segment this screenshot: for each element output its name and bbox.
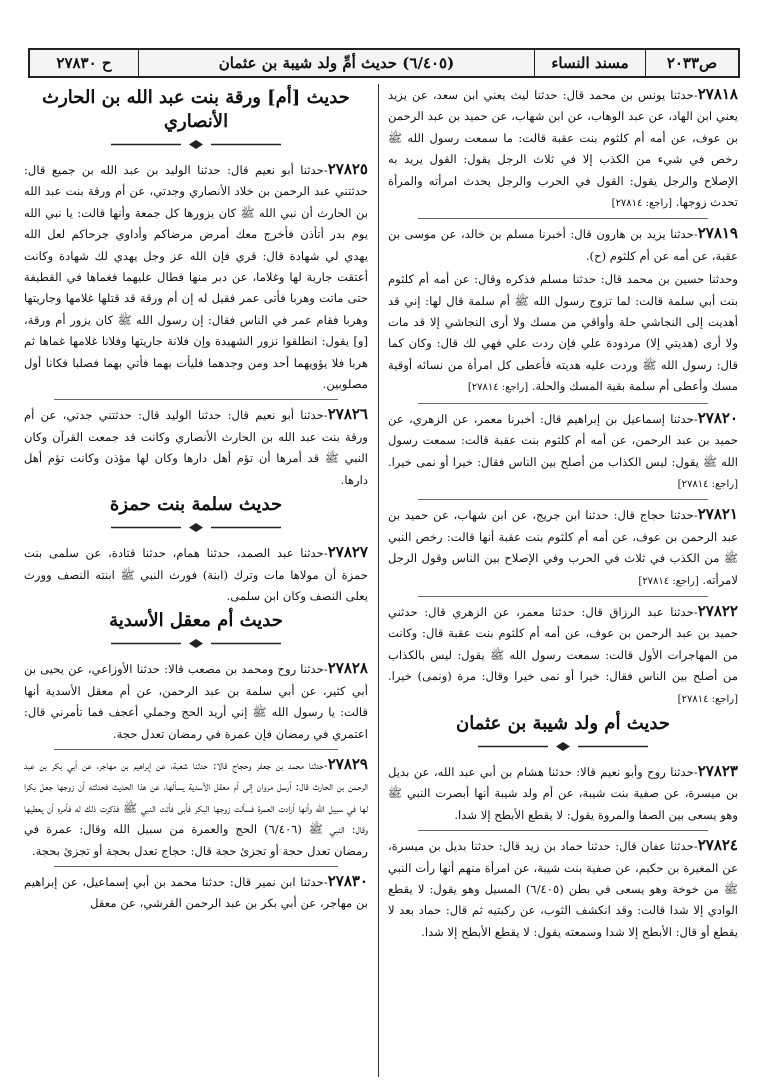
hadith-entry: ٢٧٨٢٧-حدثنا عبد الصمد، حدثنا همام، حدثنا قتادة، عن سلمى بنت حمزة أن مولاها مات وترك (ابنة) فورث النبي ﷺ ابنته النصف وورث يعلى النصف وكان ابن سلمى.	[24, 543, 368, 603]
divider	[54, 866, 338, 867]
hadith-entry: وحدثنا حسين بن محمد قال: حدثنا مسلم فذكره وقال: عن أمه أم كلثوم بنت أبي سلمة قالت: لما تزوج رسول الله ﷺ أم سلمة قال لها: إني قد أهديت إلى النجاشي حلة وأواقي من مسك ولا أرى النجاشي إلا قد مات ولا أرى (هديتي إلا) مردودة علي فإن ردت علي فهي لك قال: وكان كما قال: رسول الله ﷺ وردت عليه هديته فأعطى كل امرأة من نسائه أوقية مسك وأعطى أم سلمة بقية المسك والحلة. [راجع: ٢٧٨١٤]	[388, 272, 738, 394]
divider	[54, 749, 338, 750]
section-title: حديث [أم] ورقة بنت عبد الله بن الحارث الأنصاري	[42, 87, 350, 132]
hadith-entry: ٢٧٨٢٨-حدثنا روح ومحمد بن مصعب قالا: حدثنا الأوزاعي، عن يحيى بن أبي كثير، عن أبي سلمة بن عبد الرحمن، عن أم معقل الأسدية أنها قالت: يا رسول الله ﷺ إني أريد الحج وجملي أعجف فما تأمرني قال: اعتمري في رمضان فإن عمرة في رمضان تعدل حجة.	[24, 659, 368, 741]
volume-page-ref: (٦/٤٠٥)	[402, 54, 455, 72]
column-divider	[378, 84, 379, 1077]
section-title: حديث أم ولد شيبة بن عثمان	[456, 712, 670, 734]
hadith-entry: ٢٧٨١٩-حدثنا يزيد بن هارون قال: أخبرنا مسلم بن خالد، عن موسى بن عقبة، عن أمه عن أم كلثوم (ح).	[388, 224, 738, 263]
hadith-entry: ٢٧٨٢٢-حدثنا عبد الرزاق قال: حدثنا معمر، عن الزهري قال: حدثني حميد بن عبد الرحمن بن عوف، عن أمه أم كلثوم بنت عقبة قال: وكانت من المهاجرات الأول قالت: سمعت رسول الله ﷺ يقول: ليس بالكذاب من أصلح بين الناس فقال: خيرا أو نمى خيرا وقال: مرة (ونمى) خيرا. [راجع: ٢٧٨١٤]	[388, 601, 738, 705]
section-title: حديث سلمة بنت حمزة	[109, 494, 283, 516]
book-name: مسند النساء	[534, 50, 645, 76]
hadith-range: ح ٢٧٨٣٠	[56, 54, 112, 72]
divider	[418, 218, 708, 219]
ornament-icon	[24, 517, 368, 536]
hadith-entry: ٢٧٨٢٠-حدثنا إسماعيل بن إبراهيم قال: أخبرنا معمر، عن الزهري، عن حميد بن عبد الرحمن، عن أمه أم كلثوم بنت عقبة قالت: سمعت رسول الله ﷺ يقول: ليس الكذاب من أصلح بين الناس فقال: خيرا أو نمى خيرا. [راجع: ٢٧٨١٤]	[388, 408, 738, 490]
section-title: حديث أم معقل الأسدية	[109, 610, 283, 632]
hadith-entry: ٢٧٨١٨-حدثنا يونس بن محمد قال: حدثنا ليث يعني ابن سعد، عن يزيد يعني ابن الهاد، عن عبد الوهاب، عن ابن شهاب، عن حميد بن عبد الرحمن بن عوف، عن أمه أم كلثوم بنت عقبة قالت: ما سمعت رسول الله ﷺ رخص في شيء من الكذب إلا في ثلاث الرجل يقول: القول يريد به الإصلاح والرجل يقول: القول في الحرب والرجل يحدث امرأته والمرأة تحدث زوجها. [راجع: ٢٧٨١٤]	[388, 85, 738, 210]
hadith-entry: ٢٧٨٢٤-حدثنا عفان قال: حدثنا حماد بن زيد قال: حدثنا بديل بن ميسرة، عن المغيرة بن حكيم، عن صفية بنت شيبة، عن امرأة منهم أنها رأت النبي ﷺ من خوخة وهو يسعى في بطن (٦/٤٠٥) المسيل وهو يقول: لا يقطع الوادي إلا شدا قالت: وقد انكشف الثوب، عن ركبتيه ثم قال: حماد بعد لا يقطع أو قال: الأبطح إلا شدا وسمعته يقول: لا يقطع الأبطح إلا شدا.	[388, 836, 738, 939]
ornament-icon	[388, 736, 738, 755]
hadith-entry: ٢٧٨٢٣-حدثنا روح وأبو نعيم قالا: حدثنا هشام بن أبي عبد الله، عن بديل بن ميسرة، عن صفية بنت شيبة، عن أم ولد شيبة أنها أبصرت النبي ﷺ وهو يسعى بين الصفا والمروة يقول: لا يقطع الأبطح إلا شدا.	[388, 761, 738, 822]
ornament-icon	[24, 134, 368, 153]
page-number: ص٢٠٣٣	[645, 50, 738, 76]
hadith-entry: ٢٧٨٢٩-حدثنا محمد بن جعفر وحجاج قالا: حدثنا شعبة، عن إبراهيم بن مهاجر، عن أبي بكر بن عبد الرحمن بن الحارث قال: أرسل مروان إلى أم معقل الأسدية يسألها، عن هذا الحديث فحدثته أن زوجها جعل بكرا لها في سبيل الله وأنها أرادت العمرة فسألت زوجها البكر فأبى فأتت النبي ﷺ فذكرت ذلك له فأمره أن يعطيها وقال: النبي ﷺ (٦/٤٠٦) الحج والعمرة من سبيل الله وقال: عمرة في رمضان تعدل حجة أو تجزئ حجة قال: حجاج تعدل بحجة أو تجزئ بحجة.	[24, 754, 369, 858]
left-column	[24, 84, 368, 1079]
divider	[418, 403, 708, 404]
ornament-icon	[24, 633, 368, 652]
hadith-entry: ٢٧٨٢٦-حدثنا أبو نعيم قال: حدثنا الوليد قال: حدثتني جدتي، عن أم ورقة بنت عبد الله بن الحارث الأنصاري وكانت قد جمعت القرآن وكان النبي ﷺ قد أمرها أن تؤم أهل دارها وكان لها مؤذن وكانت تؤم أهل دارها.	[24, 405, 368, 487]
divider	[54, 399, 338, 400]
hadith-entry: ٢٧٨٣٠-حدثنا ابن نمير قال: حدثنا محمد بن أبي إسماعيل، عن إبراهيم بن مهاجر، عن أبي بكر بن عبد الرحمن القرشي، عن معقل	[24, 871, 368, 911]
hadith-entry: ٢٧٨٢١-حدثنا حجاج قال: حدثنا ابن جريج، عن ابن شهاب، عن حميد بن عبد الرحمن بن عوف، عن أمه أم كلثوم بنت عقبة أنها قالت: رخص النبي ﷺ من الكذب في ثلاث في الحرب وفي الإصلاح بين الناس وقول الرجل لامرأته. [راجع: ٢٧٨١٤]	[388, 505, 738, 587]
divider	[418, 596, 708, 597]
running-title: حديث أمِّ ولد شيبة بن عثمان (٦/٤٠٥)	[138, 50, 534, 76]
divider	[418, 499, 708, 500]
divider	[418, 830, 708, 831]
right-column	[388, 84, 738, 1079]
hadith-entry: ٢٧٨٢٥-حدثنا أبو نعيم قال: حدثنا الوليد بن عبد الله بن جميع قال: حدثتني عبد الرحمن بن خلاد الأنصاري وجدتي، عن أم ورقة بنت عبد الله بن الحارث أن نبي الله ﷺ كان يزورها كل جمعة وأنها قالت: يا نبي الله يوم بدر أتأذن فأخرج معك أمرض مرضاكم وأداوي جرحاكم لعل الله يهدي لي شهادة قال: قري فإن الله عز وجل يهدي لك شهادة وكانت أعتقت جارية لها وغلاما، عن دبر منها فطال عليهما فغماها في القطيفة حتى ماتت وهربا فأتى عمر فقيل له إن أم ورقة قد قتلها غلامها وجاريتها وهربا فقام عمر في الناس فقال: إن رسول الله ﷺ كان يزور أم ورقة، [و] يقول: انطلقوا نزور الشهيدة وإن فلانة جاريتها وفلانا غلامها غماها ثم هربا فلا يؤويهما أحد ومن وجدهما فليأت بهما فأتي بهما فصلبا فكانا أول مصلوبين.	[24, 160, 368, 392]
page-header	[28, 48, 740, 78]
